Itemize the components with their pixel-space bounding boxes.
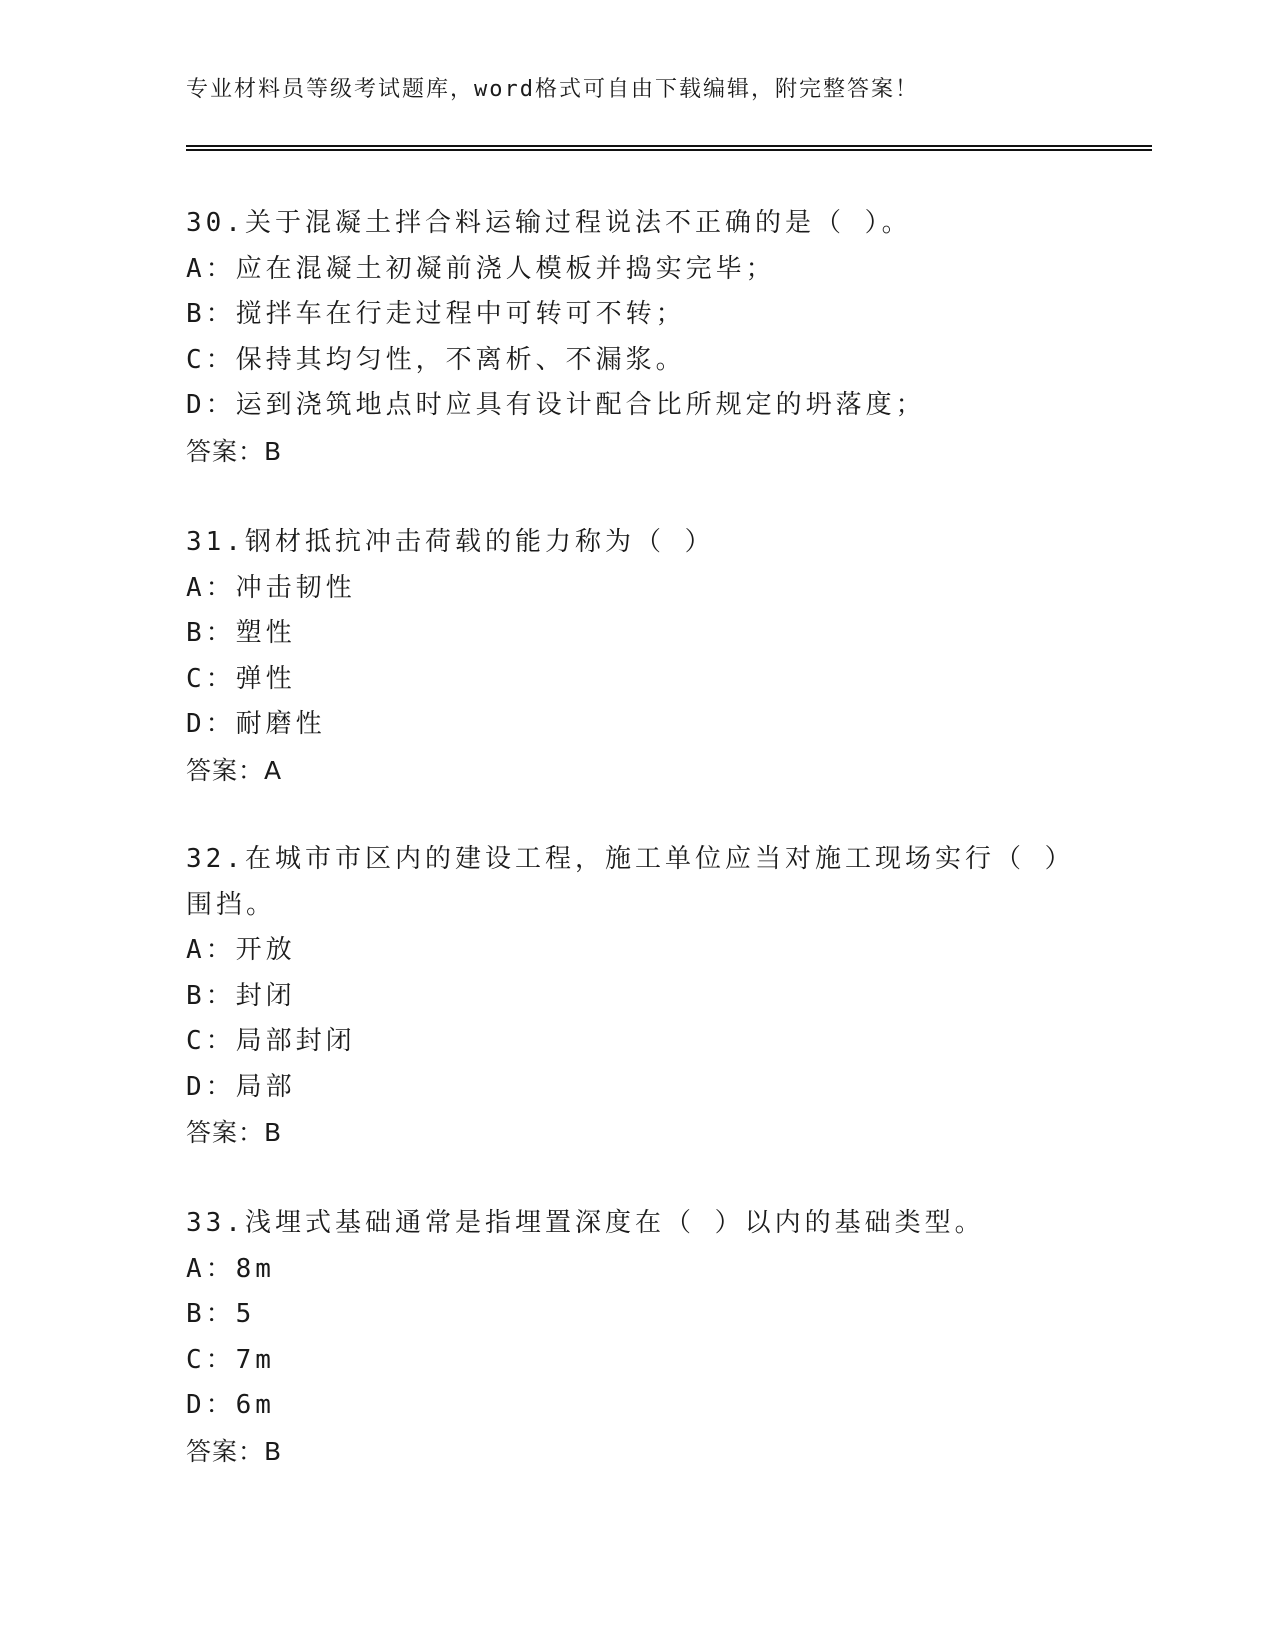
question-stem: 31.钢材抵抗冲击荷载的能力称为（ ）: [186, 527, 715, 557]
answer-line: 答案：A: [186, 755, 283, 785]
option-b: B：塑性: [186, 618, 296, 648]
answer-line: 答案：B: [186, 1118, 283, 1147]
option-b: B：5: [186, 1299, 256, 1329]
option-a: A：开放: [186, 935, 296, 965]
option-d: D：局部: [186, 1071, 296, 1102]
option-c: C：弹性: [186, 663, 296, 694]
header-divider: [186, 145, 1152, 151]
question-32: [186, 837, 1086, 1156]
option-b: B：搅拌车在行走过程中可转可不转；: [186, 299, 686, 329]
question-stem: 33.浅埋式基础通常是指埋置深度在（ ）以内的基础类型。: [186, 1208, 985, 1238]
answer-line: 答案：B: [186, 1436, 283, 1466]
option-d: D：6m: [186, 1390, 275, 1420]
page-header: 专业材料员等级考试题库，word格式可自由下载编辑，附完整答案！: [186, 77, 919, 102]
answer-line: 答案：B: [186, 436, 283, 466]
option-c: C：保持其均匀性，不离析、不漏浆。: [186, 344, 686, 375]
option-b: B：封闭: [186, 980, 296, 1011]
option-d: D：耐磨性: [186, 709, 326, 739]
option-a: A：冲击韧性: [186, 572, 356, 603]
option-a: A：8m: [186, 1253, 275, 1284]
question-stem: 32.在城市市区内的建设工程，施工单位应当对施工现场实行（ ）围挡。: [186, 844, 1062, 920]
option-a: A：应在混凝土初凝前浇人模板并捣实完毕；: [186, 253, 776, 284]
question-31: [186, 520, 1086, 793]
option-c: C：局部封闭: [186, 1026, 356, 1056]
question-30: [186, 201, 1086, 474]
option-d: D：运到浇筑地点时应具有设计配合比所规定的坍落度；: [186, 390, 926, 420]
question-stem: 30.关于混凝土拌合料运输过程说法不正确的是（ ）。: [186, 208, 912, 238]
option-c: C：7m: [186, 1344, 275, 1375]
question-33: [186, 1201, 1086, 1474]
